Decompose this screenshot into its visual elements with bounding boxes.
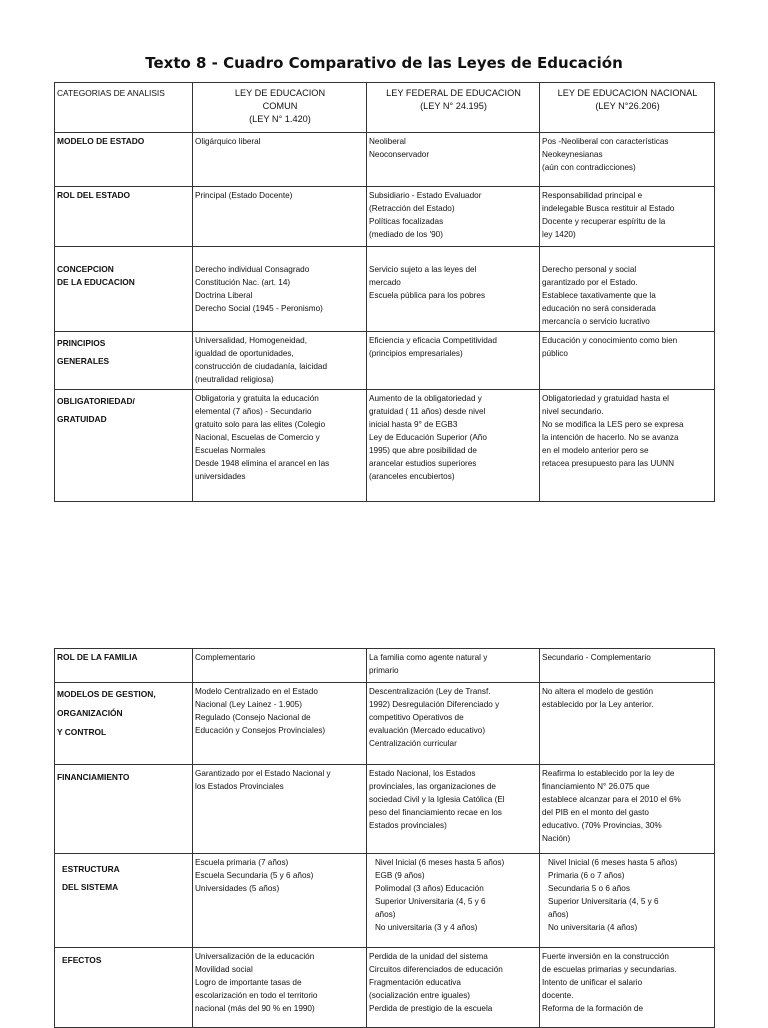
- cell-line: Universalidad, Homogeneidad,: [195, 336, 307, 345]
- cell-line: Reafirma lo establecido por la ley de: [542, 769, 675, 778]
- cell-line: Constitución Nac. (art. 14): [195, 278, 291, 287]
- law-3-cell: [540, 390, 715, 502]
- cell-line: Fuerte inversión en la construcción: [542, 952, 669, 961]
- cell-line: Derecho personal y social: [542, 265, 637, 274]
- cell-line: No altera el modelo de gestión: [542, 687, 654, 696]
- table-row: [55, 683, 715, 765]
- cell-line: Educación y conocimiento como bien: [542, 336, 678, 345]
- cell-line: Obligatoria y gratuita la educación: [195, 394, 319, 403]
- law-2-cell: [367, 948, 540, 1028]
- cell-line: (socialización entre iguales): [369, 991, 471, 1000]
- category-label: ESTRUCTURA: [62, 864, 120, 874]
- cell-line: Polimodal (3 años) Educación: [375, 884, 484, 893]
- cell-line: 1992) Desregulación Diferenciado y: [369, 700, 500, 709]
- category-label: FINANCIAMIENTO: [57, 772, 130, 782]
- cell-line: Subsidiario - Estado Evaluador: [369, 191, 482, 200]
- cell-line: Neokeynesianas: [542, 150, 603, 159]
- category-label: OBLIGATORIEDAD/: [57, 396, 135, 406]
- cell-line: Perdida de la unidad del sistema: [369, 952, 488, 961]
- cell-line: financiamiento N° 26.075 que: [542, 782, 650, 791]
- table-row: [55, 247, 715, 332]
- cell-line: Escuela primaria (7 años): [195, 858, 289, 867]
- cell-line: Escuelas Normales: [195, 446, 266, 455]
- column-header-line: (LEY N°26.206): [595, 101, 660, 111]
- document-title: Texto 8 - Cuadro Comparativo de las Leyes de Educación: [145, 54, 623, 72]
- cell-line: (mediado de los '90): [369, 230, 443, 239]
- cell-line: los Estados Provinciales: [195, 782, 284, 791]
- cell-line: No se modifica la LES pero se expresa: [542, 420, 684, 429]
- law-1-cell: [193, 683, 367, 765]
- cell-line: Pos -Neoliberal con características: [542, 137, 669, 146]
- category-cell-modelos-de-gestion: [55, 683, 193, 765]
- cell-line: Políticas focalizadas: [369, 217, 444, 226]
- table-row: [55, 390, 715, 502]
- category-cell-efectos: [55, 948, 193, 1028]
- cell-line: Estados provinciales): [369, 821, 447, 830]
- cell-line: Universidades (5 años): [195, 884, 280, 893]
- law-1-cell: [193, 332, 367, 390]
- cell-line: Nacional, Escuelas de Comercio y: [195, 433, 320, 442]
- category-cell-rol-del-estado: [55, 187, 193, 247]
- cell-line: nacional (más del 90 % en 1990): [195, 1004, 315, 1013]
- column-header-line: LEY DE EDUCACION NACIONAL: [557, 88, 698, 98]
- cell-line: Superior Universitaria (4, 5 y 6: [548, 897, 659, 906]
- cell-line: Superior Universitaria (4, 5 y 6: [375, 897, 486, 906]
- cell-line: (aún con contradicciones): [542, 163, 636, 172]
- cell-line: Aumento de la obligatoriedad y: [369, 394, 482, 403]
- law-3-cell: [540, 187, 715, 247]
- category-label: ROL DE LA FAMILIA: [57, 652, 138, 662]
- column-header-law-3: [540, 83, 715, 133]
- cell-line: construcción de ciudadanía, laicidad: [195, 362, 327, 371]
- category-label: Y CONTROL: [57, 727, 107, 737]
- cell-line: Secundario - Complementario: [542, 653, 651, 662]
- column-header-line: (LEY N° 24.195): [420, 101, 487, 111]
- cell-line: Regulado (Consejo Nacional de: [195, 713, 311, 722]
- cell-line: Modelo Centralizado en el Estado: [195, 687, 318, 696]
- cell-line: escolarización en todo el territorio: [195, 991, 318, 1000]
- cell-line: establece alcanzar para el 2010 el 6%: [542, 795, 681, 804]
- category-cell-obligatoriedad-gratuidad: [55, 390, 193, 502]
- cell-line: gratuidad ( 11 años) desde nivel: [369, 407, 486, 416]
- law-2-cell: [367, 765, 540, 854]
- cell-line: Logro de importante tasas de: [195, 978, 302, 987]
- cell-line: público: [542, 349, 568, 358]
- cell-line: primario: [369, 666, 399, 675]
- category-label: CONCEPCION: [57, 264, 114, 274]
- cell-line: Principal (Estado Docente): [195, 191, 293, 200]
- cell-line: (principios empresariales): [369, 349, 463, 358]
- law-1-cell: [193, 649, 367, 683]
- category-cell-financiamiento: [55, 765, 193, 854]
- cell-line: educativo. (70% Provincias, 30%: [542, 821, 662, 830]
- cell-line: Eficiencia y eficacia Competitividad: [369, 336, 497, 345]
- category-cell-concepcion-educacion: [55, 247, 193, 332]
- cell-line: La familia como agente natural y: [369, 653, 488, 662]
- cell-line: (neutralidad religiosa): [195, 375, 274, 384]
- category-label: GENERALES: [57, 356, 110, 366]
- law-3-cell: [540, 854, 715, 948]
- law-2-cell: [367, 390, 540, 502]
- cell-line: de escuelas primarias y secundarias.: [542, 965, 677, 974]
- cell-line: inicial hasta 9° de EGB3: [369, 420, 458, 429]
- law-2-cell: [367, 332, 540, 390]
- law-3-cell: [540, 247, 715, 332]
- cell-line: Nivel Inicial (6 meses hasta 5 años): [548, 858, 678, 867]
- column-header-line: COMUN: [262, 101, 298, 111]
- cell-line: Primaria (6 o 7 años): [548, 871, 625, 880]
- cell-line: Nacional (Ley Lainez - 1.905): [195, 700, 302, 709]
- category-label: MODELO DE ESTADO: [57, 136, 145, 146]
- table-row: [55, 948, 715, 1028]
- category-label: EFECTOS: [62, 955, 102, 965]
- law-1-cell: [193, 390, 367, 502]
- cell-line: evaluación (Mercado educativo): [369, 726, 486, 735]
- cell-line: Establece taxativamente que la: [542, 291, 656, 300]
- table-row: [55, 332, 715, 390]
- cell-line: Derecho individual Consagrado: [195, 265, 310, 274]
- column-header-line: CATEGORIAS DE ANALISIS: [57, 88, 165, 98]
- column-header-law-1: [193, 83, 367, 133]
- category-cell-estructura-del-sistema: [55, 854, 193, 948]
- cell-line: Perdida de prestigio de la escuela: [369, 1004, 493, 1013]
- cell-line: Nivel Inicial (6 meses hasta 5 años): [375, 858, 505, 867]
- cell-line: Complementario: [195, 653, 256, 662]
- cell-line: Estado Nacional, los Estados: [369, 769, 476, 778]
- law-2-cell: [367, 683, 540, 765]
- category-cell-modelo-de-estado: [55, 133, 193, 187]
- comparison-table-part-1: [54, 82, 715, 502]
- cell-line: Escuela Secundaria (5 y 6 años): [195, 871, 314, 880]
- cell-line: Universalización de la educación: [195, 952, 315, 961]
- cell-line: Educación y Consejos Provinciales): [195, 726, 326, 735]
- category-label: DE LA EDUCACION: [57, 277, 135, 287]
- cell-line: Reforma de la formación de: [542, 1004, 644, 1013]
- cell-line: años): [548, 910, 569, 919]
- cell-line: mercancía o servicio lucrativo: [542, 317, 650, 326]
- category-cell-rol-de-la-familia: [55, 649, 193, 683]
- cell-line: indelegable Busca restituir al Estado: [542, 204, 675, 213]
- cell-line: Docente y recuperar espíritu de la: [542, 217, 666, 226]
- column-header-line: LEY FEDERAL DE EDUCACION: [386, 88, 521, 98]
- cell-line: en el modelo anterior pero se: [542, 446, 649, 455]
- cell-line: Garantizado por el Estado Nacional y: [195, 769, 331, 778]
- cell-line: Movilidad social: [195, 965, 253, 974]
- cell-line: Secundaria 5 o 6 años: [548, 884, 630, 893]
- cell-line: Nación): [542, 834, 571, 843]
- law-3-cell: [540, 683, 715, 765]
- category-label: MODELOS DE GESTION,: [57, 689, 156, 699]
- law-1-cell: [193, 247, 367, 332]
- cell-line: mercado: [369, 278, 401, 287]
- cell-line: Centralización curricular: [369, 739, 457, 748]
- cell-line: (Retracción del Estado): [369, 204, 455, 213]
- cell-line: Doctrina Liberal: [195, 291, 253, 300]
- cell-line: igualdad de oportunidades,: [195, 349, 294, 358]
- cell-line: sociedad Civil y la Iglesia Católica (El: [369, 795, 505, 804]
- table-row: [55, 649, 715, 683]
- law-1-cell: [193, 765, 367, 854]
- table-row: [55, 765, 715, 854]
- cell-line: Intento de unificar el salario: [542, 978, 643, 987]
- cell-line: Descentralización (Ley de Transf.: [369, 687, 491, 696]
- cell-line: Fragmentación educativa: [369, 978, 461, 987]
- cell-line: universidades: [195, 472, 246, 481]
- cell-line: competitivo Operativos de: [369, 713, 464, 722]
- cell-line: Derecho Social (1945 - Peronismo): [195, 304, 323, 313]
- cell-line: ley 1420): [542, 230, 576, 239]
- category-cell-principios-generales: [55, 332, 193, 390]
- cell-line: Desde 1948 elimina el arancel en las: [195, 459, 330, 468]
- table-row: [55, 187, 715, 247]
- cell-line: la intención de hacerlo. No se avanza: [542, 433, 679, 442]
- cell-line: Obligatoriedad y gratuidad hasta el: [542, 394, 669, 403]
- cell-line: establecido por la Ley anterior.: [542, 700, 654, 709]
- comparison-table-part-2: [54, 648, 715, 1028]
- cell-line: nivel secundario.: [542, 407, 604, 416]
- cell-line: garantizado por el Estado.: [542, 278, 638, 287]
- law-2-cell: [367, 247, 540, 332]
- category-label: PRINCIPIOS: [57, 338, 106, 348]
- category-label: ROL DEL ESTADO: [57, 190, 131, 200]
- law-1-cell: [193, 948, 367, 1028]
- column-header-law-2: [367, 83, 540, 133]
- cell-line: docente.: [542, 991, 574, 1000]
- law-3-cell: [540, 649, 715, 683]
- cell-line: retacea presupuesto para las UUNN: [542, 459, 674, 468]
- cell-line: arancelar estudios superiores: [369, 459, 477, 468]
- cell-line: No universitaria (3 y 4 años): [375, 923, 478, 932]
- cell-line: Circuitos diferenciados de educación: [369, 965, 503, 974]
- law-3-cell: [540, 133, 715, 187]
- cell-line: EGB (9 años): [375, 871, 425, 880]
- cell-line: del PIB en el monto del gasto: [542, 808, 649, 817]
- table-row: [55, 854, 715, 948]
- cell-line: educación no será considerada: [542, 304, 656, 313]
- category-label: GRATUIDAD: [57, 414, 107, 424]
- table-header-row: [55, 83, 715, 133]
- column-header-line: LEY DE EDUCACION: [234, 88, 326, 98]
- comparison-table-body: [55, 83, 715, 502]
- comparison-table-body: [55, 649, 715, 1028]
- cell-line: Neoliberal: [369, 137, 406, 146]
- column-header-line: (LEY N° 1.420): [249, 114, 311, 124]
- law-1-cell: [193, 133, 367, 187]
- law-1-cell: [193, 187, 367, 247]
- cell-line: Ley de Educación Superior (Año: [369, 433, 487, 442]
- cell-line: años): [375, 910, 396, 919]
- table-row: [55, 133, 715, 187]
- cell-line: peso del financiamiento recae en los: [369, 808, 502, 817]
- law-2-cell: [367, 649, 540, 683]
- cell-line: gratuito solo para las elites (Colegio: [195, 420, 326, 429]
- cell-line: Servicio sujeto a las leyes del: [369, 265, 477, 274]
- cell-line: Responsabilidad principal e: [542, 191, 643, 200]
- cell-line: No universitaria (4 años): [548, 923, 638, 932]
- cell-line: provinciales, las organizaciones de: [369, 782, 496, 791]
- column-header-categories: [55, 83, 193, 133]
- cell-line: (aranceles encubiertos): [369, 472, 455, 481]
- cell-line: Neoconservador: [369, 150, 430, 159]
- law-1-cell: [193, 854, 367, 948]
- law-2-cell: [367, 133, 540, 187]
- law-3-cell: [540, 948, 715, 1028]
- category-label: DEL SISTEMA: [62, 882, 119, 892]
- law-3-cell: [540, 332, 715, 390]
- law-3-cell: [540, 765, 715, 854]
- category-label: ORGANIZACIÓN: [57, 708, 123, 718]
- law-2-cell: [367, 187, 540, 247]
- cell-line: Oligárquico liberal: [195, 137, 261, 146]
- cell-line: 1995) que abre posibilidad de: [369, 446, 477, 455]
- cell-line: Escuela pública para los pobres: [369, 291, 486, 300]
- law-2-cell: [367, 854, 540, 948]
- cell-line: elemental (7 años) - Secundario: [195, 407, 312, 416]
